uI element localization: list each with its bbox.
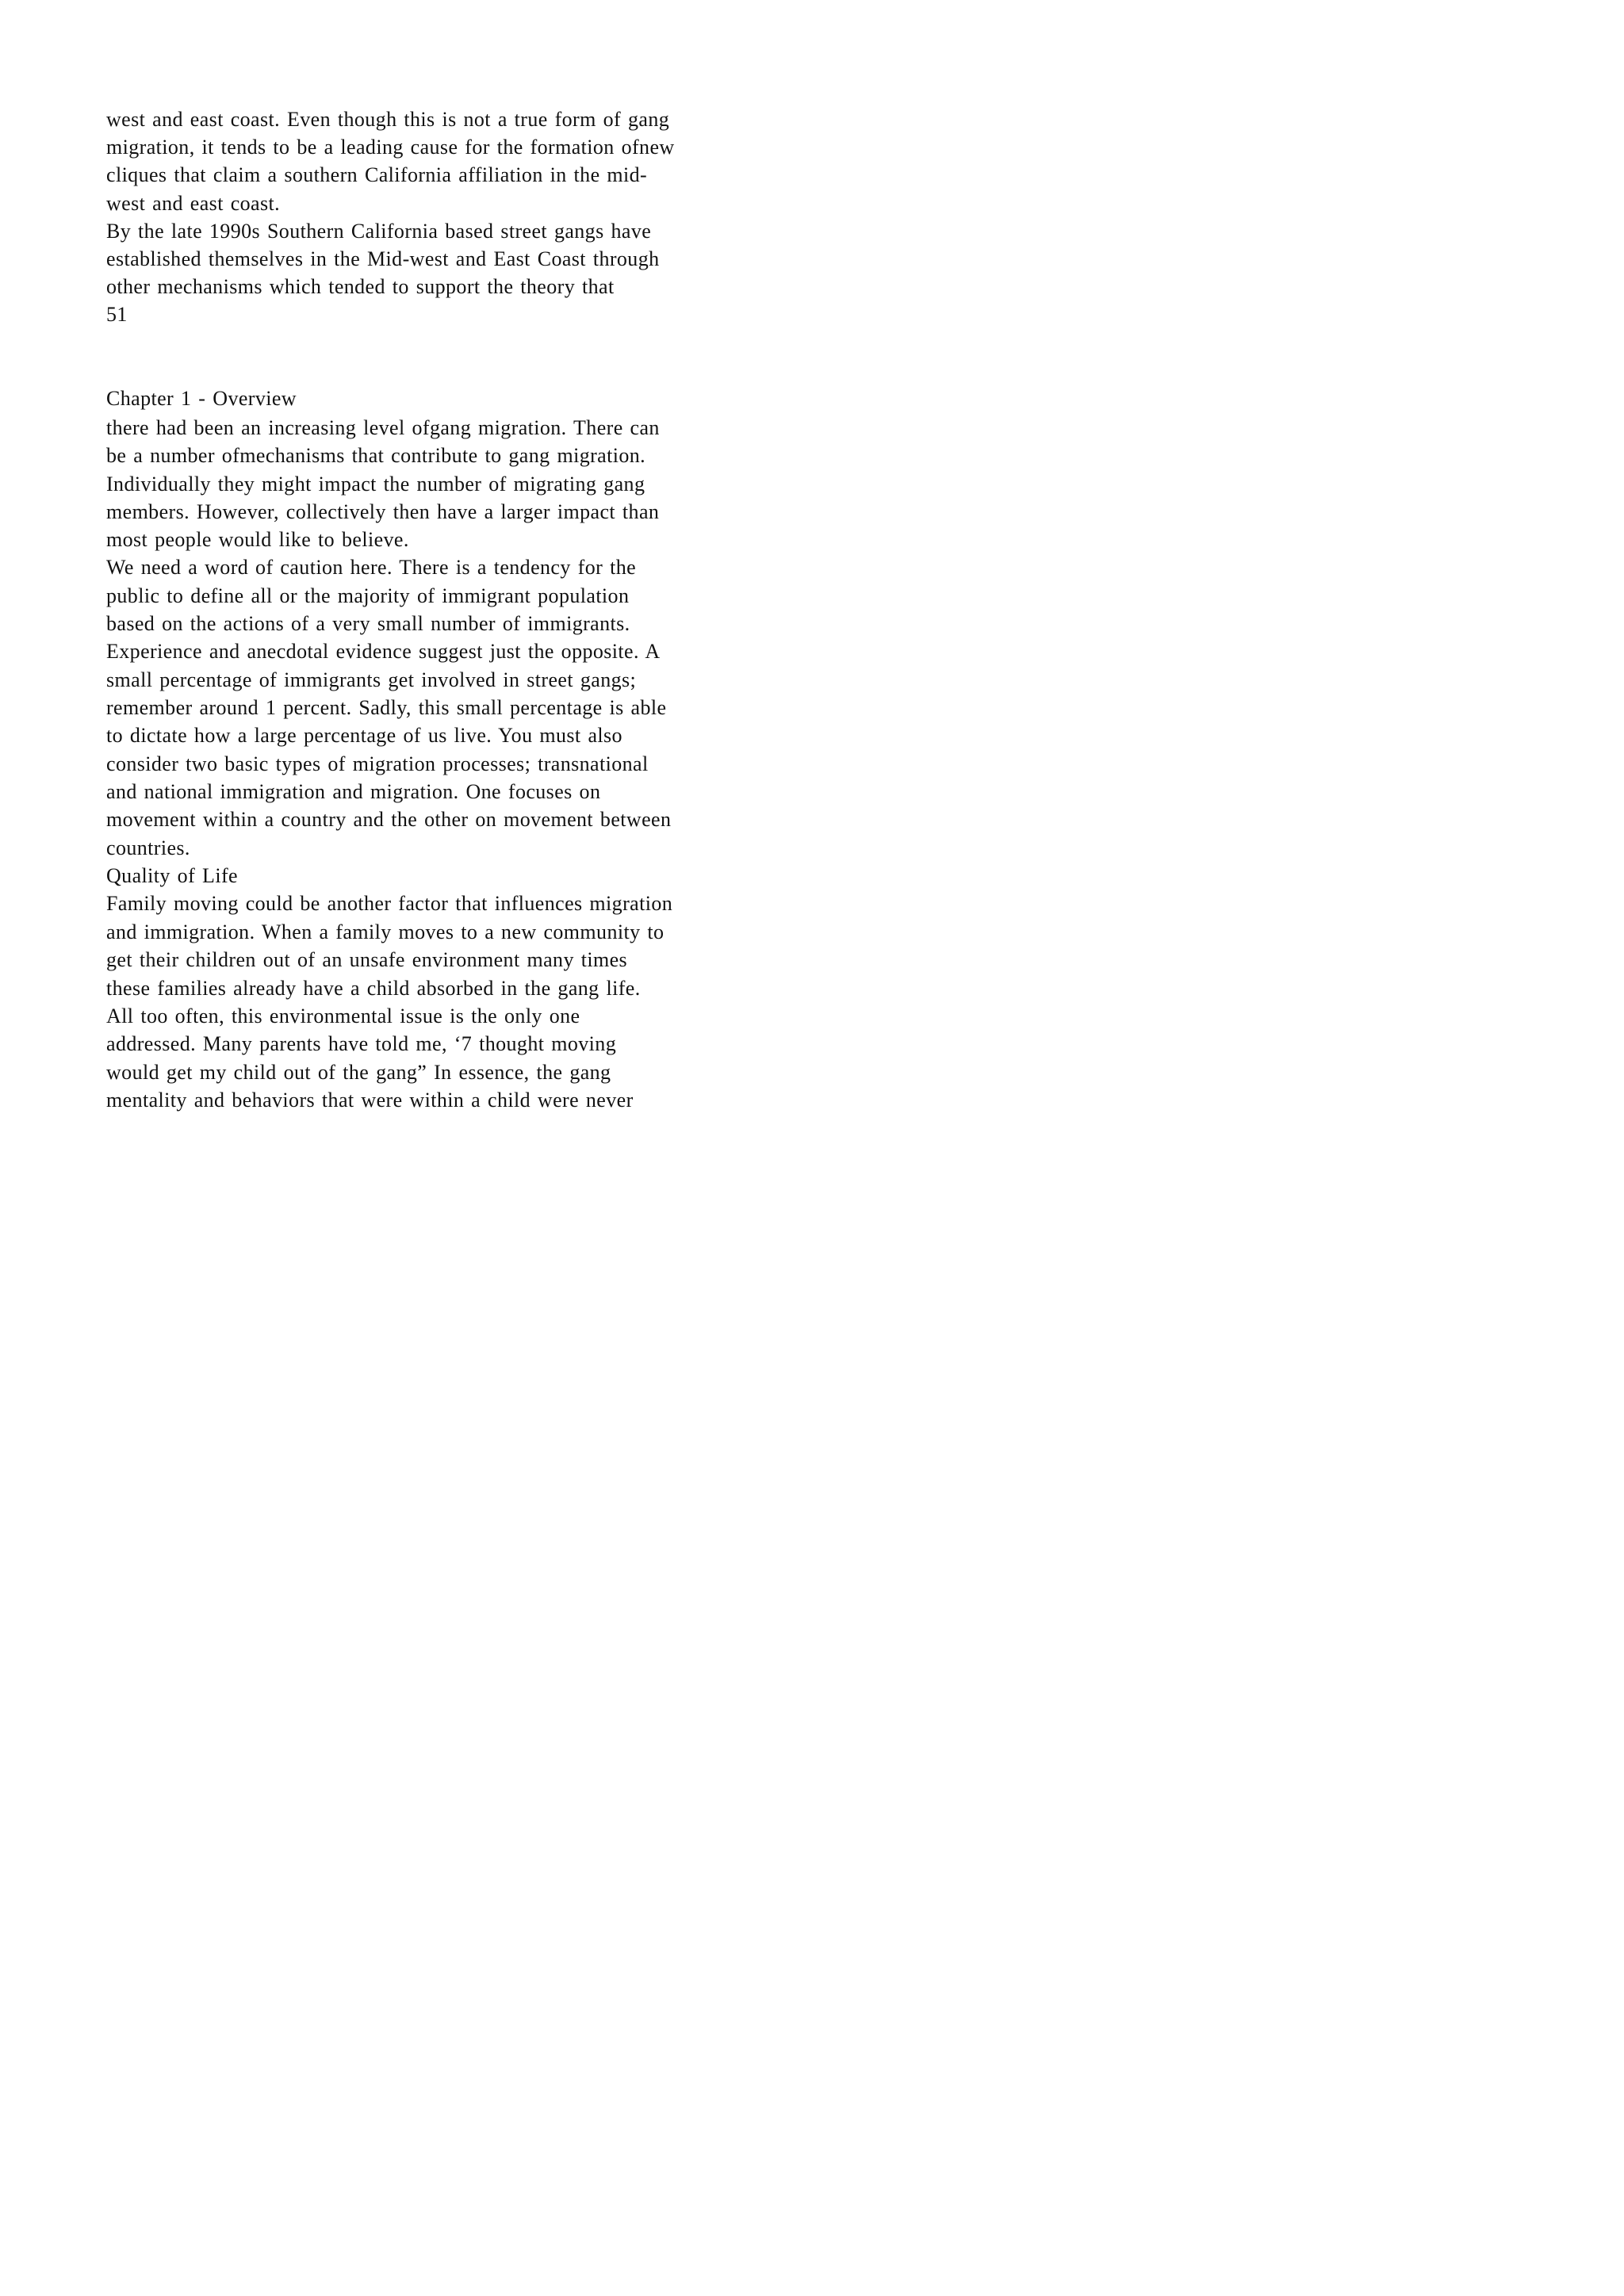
- text-line: mentality and behaviors that were within a child were never: [106, 1089, 634, 1112]
- text-line: based on the actions of a very small number of immigrants.: [106, 612, 630, 635]
- text-line: would get my child out of the gang” In essence, the gang: [106, 1061, 611, 1084]
- text-line: these families already have a child absorbed in the gang life.: [106, 977, 641, 1000]
- text-line: most people would like to believe.: [106, 528, 409, 551]
- text-line: migration, it tends to be a leading cause for the formation ofnew: [106, 136, 675, 159]
- text-line: and immigration. When a family moves to a new community to: [106, 920, 665, 943]
- text-line: small percentage of immigrants get involved in street gangs;: [106, 668, 637, 691]
- text-line: consider two basic types of migration processes; transnational: [106, 752, 649, 775]
- section-heading: Quality of Life: [106, 864, 238, 887]
- document-page: [0, 0, 875, 1238]
- text-line: Individually they might impact the number of migrating gang: [106, 473, 645, 496]
- text-line: remember around 1 percent. Sadly, this small percentage is able: [106, 696, 667, 719]
- text-line: movement within a country and the other on movement between: [106, 808, 672, 831]
- text-line: established themselves in the Mid-west and East Coast through: [106, 247, 660, 270]
- text-line: to dictate how a large percentage of us live. You must also: [106, 724, 622, 747]
- text-line: public to define all or the majority of immigrant population: [106, 584, 630, 607]
- text-line: west and east coast. Even though this is not a true form of gang: [106, 108, 670, 131]
- text-line: Family moving could be another factor that influences migration: [106, 892, 673, 915]
- text-line: All too often, this environmental issue is the only one: [106, 1004, 580, 1027]
- running-head: Chapter 1 - Overview: [106, 387, 297, 410]
- text-line: there had been an increasing level ofgang migration. There can: [106, 416, 660, 439]
- text-line: Experience and anecdotal evidence suggest just the opposite. A: [106, 640, 661, 663]
- text-line: countries.: [106, 836, 190, 859]
- text-line: other mechanisms which tended to support the theory that: [106, 275, 615, 298]
- text-line: We need a word of caution here. There is a tendency for the: [106, 556, 637, 579]
- text-line: and national immigration and migration. One focuses on: [106, 780, 601, 803]
- text-line: west and east coast.: [106, 192, 281, 215]
- page-number: 51: [106, 303, 128, 326]
- text-line: By the late 1990s Southern California based street gangs have: [106, 220, 652, 243]
- text-line: members. However, collectively then have a larger impact than: [106, 500, 660, 523]
- text-line: get their children out of an unsafe environment many times: [106, 948, 628, 971]
- text-line: cliques that claim a southern California affiliation in the mid-: [106, 163, 648, 186]
- text-line: be a number ofmechanisms that contribute to gang migration.: [106, 444, 646, 467]
- text-line: addressed. Many parents have told me, ‘7 thought moving: [106, 1032, 617, 1055]
